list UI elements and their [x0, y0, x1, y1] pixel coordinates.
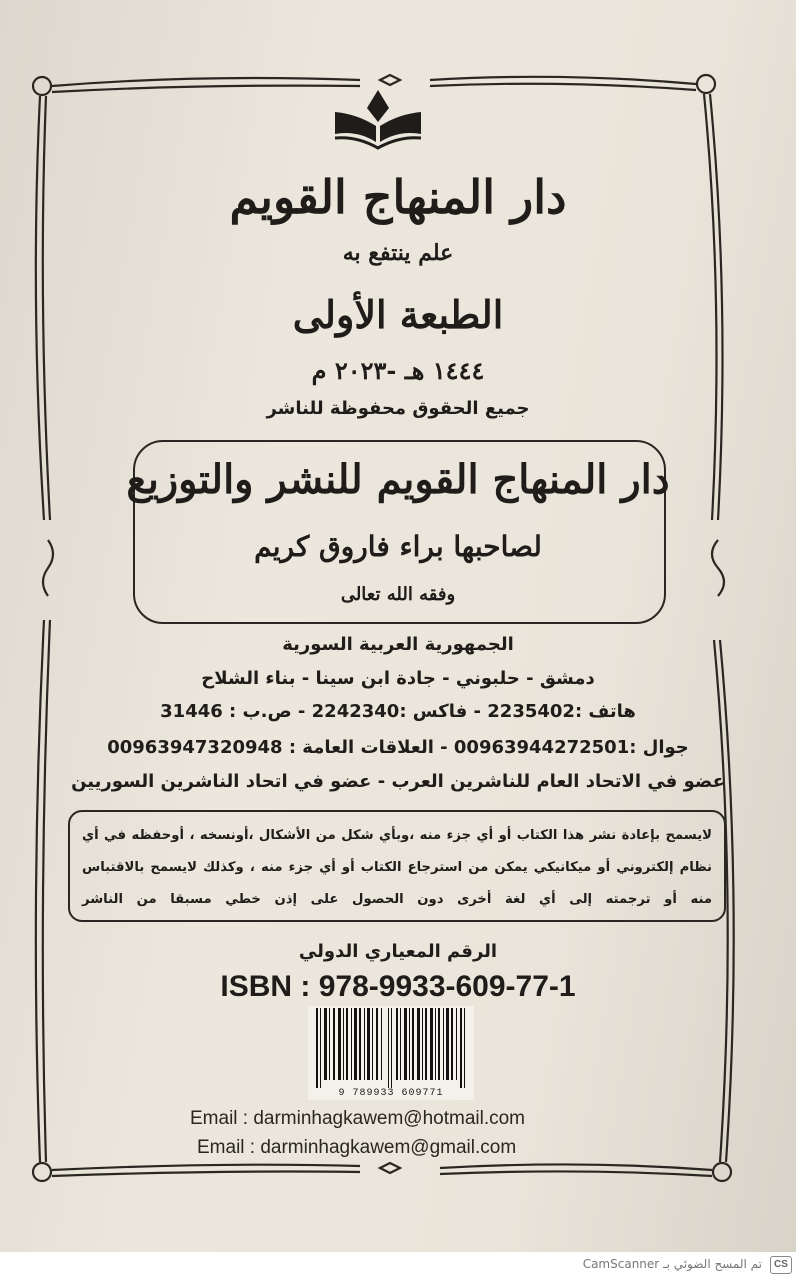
email-gmail: Email : darminhagkawem@gmail.com	[197, 1137, 517, 1158]
scanner-footer	[0, 1252, 796, 1280]
isbn-number: ISBN : 978-9933-609-77-1	[220, 970, 576, 1003]
rights-statement: جميع الحقوق محفوظة للناشر	[266, 398, 530, 419]
edition-date: ١٤٤٤ هـ -٢٠٢٣ م	[311, 356, 485, 385]
isbn-label: الرقم المعياري الدولي	[298, 941, 498, 962]
phone-fax-text: هاتف :2235402 - فاكس :2242340 - ص.ب : 31446	[160, 701, 636, 722]
mobile-text: جوال :00963944272501 - العلاقات العامة : 00963947320948	[107, 737, 689, 758]
publisher-name: دار المنهاج القويم للنشر والتوزيع	[126, 456, 670, 503]
camscanner-logo-icon: CS	[770, 1256, 792, 1274]
country-text: الجمهورية العربية السورية	[282, 634, 514, 655]
barcode-digits: 9 789933 609771	[338, 1088, 444, 1099]
book-logo-icon	[329, 86, 427, 150]
email-hotmail: Email : darminhagkawem@hotmail.com	[190, 1108, 526, 1129]
isbn-barcode	[308, 1006, 474, 1100]
copyright-notice: لايسمح بإعادة نشر هذا الكتاب أو أي جزء منه ،وبأي شكل من الأشكال ،أونسخه ، أوحفظه في أي نظام إلكتروني أو ميكانيكي يمكن من استرجاع الكتاب أو أي جزء منه ، وكذلك لايسمح بالاقتباس منه أو ترجمته إلى أي لغة أخرى دون الحصول على إذن خطي مسبقا من الناشر	[68, 810, 726, 922]
publisher-blessing: وفقه الله تعالى	[340, 584, 456, 605]
edition-title: الطبعة الأولى	[292, 292, 504, 337]
barcode-bars	[314, 1008, 468, 1088]
publisher-calligraphy-title: دار المنهاج القويم	[229, 170, 567, 224]
publisher-owner: لصاحبها براء فاروق كريم	[254, 530, 542, 563]
publisher-motto: علم ينتفع به	[342, 240, 454, 266]
membership-text: عضو في الاتحاد العام للناشرين العرب - عضو في اتحاد الناشرين السوريين	[71, 771, 725, 792]
address-text: دمشق - حلبوني - جادة ابن سينا - بناء الشلاح	[201, 668, 595, 689]
scanner-watermark-text: تم المسح الضوئي بـ CamScanner	[582, 1257, 762, 1271]
